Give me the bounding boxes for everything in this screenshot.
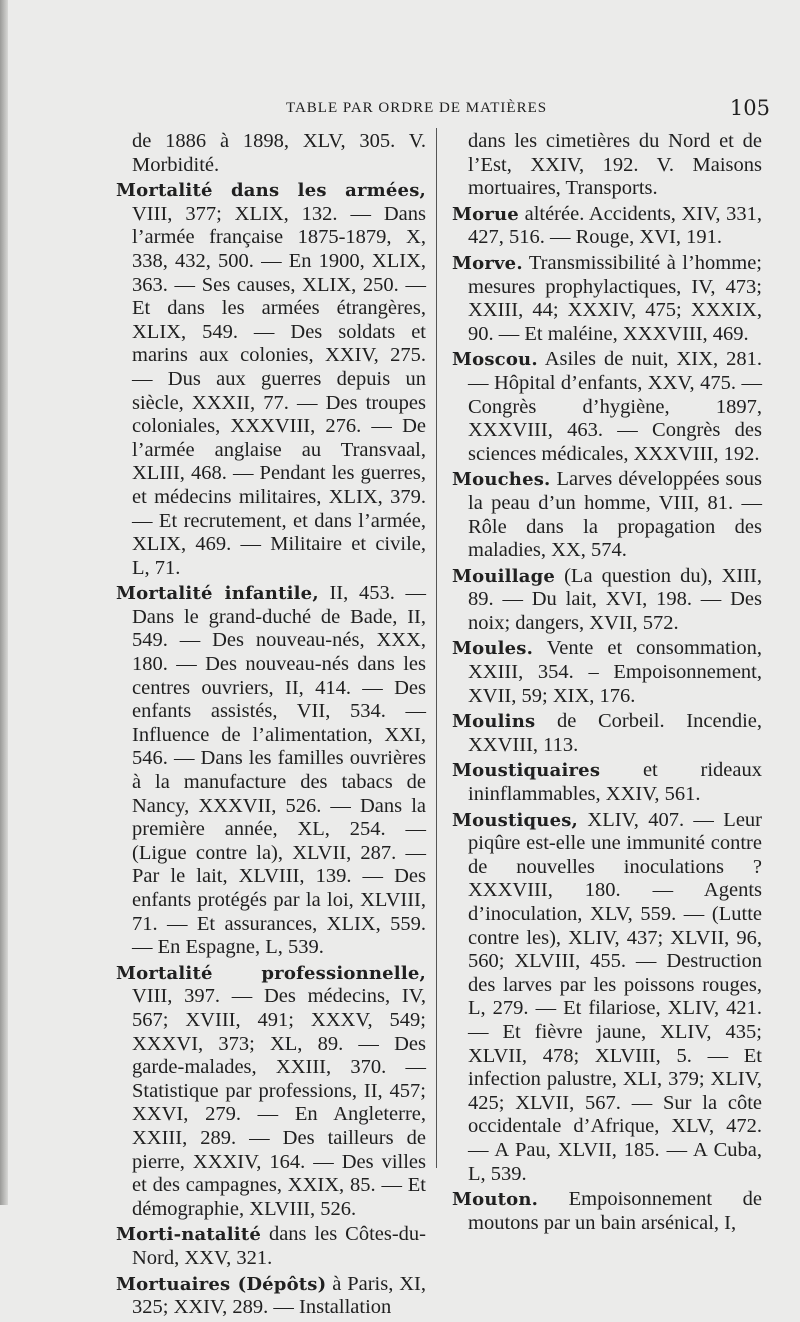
entry-text: de 1886 à 1898, XLV, 305. V. Morbidité. <box>132 130 426 176</box>
entry-headword: Morue <box>452 203 519 225</box>
entry-headword: Mortalité dans les armées, <box>116 180 426 202</box>
index-entry <box>116 130 426 177</box>
entry-headword: Moulins <box>452 711 536 733</box>
entry-text: Empoisonnement de moutons par un bain arsénical, I, <box>468 1188 762 1234</box>
entry-text: Asiles de nuit, XIX, 281. — Hôpital d’enfants, XXV, 475. — Congrès d’hygiène, 1897, XXXVIII, 463. — Congrès des sciences médicales, XXXVIII, 192. <box>468 348 762 465</box>
index-entry <box>116 962 426 1222</box>
page-edge <box>0 0 8 1205</box>
entry-headword: Moscou. <box>452 349 538 371</box>
index-entry <box>452 468 762 562</box>
index-entry <box>116 1273 426 1320</box>
entry-headword: Moules. <box>452 638 534 660</box>
index-entry <box>452 759 762 806</box>
index-entry <box>452 637 762 708</box>
index-entry <box>116 582 426 960</box>
left-column <box>116 130 426 1322</box>
index-entry <box>452 130 762 201</box>
index-entry <box>452 1188 762 1235</box>
entry-text: de Corbeil. Incendie, XXVIII, 113. <box>468 710 762 756</box>
entry-text: et rideaux ininflammables, XXIV, 561. <box>468 759 762 806</box>
index-entry <box>452 710 762 757</box>
entry-headword: Mortuaires (Dépôts) <box>116 1273 327 1295</box>
entry-text: à Paris, XI, 325; XXIV, 289. — Installation <box>132 1272 426 1319</box>
entry-headword: Mortalité professionnelle, <box>116 962 426 984</box>
entry-text: dans les cimetières du Nord et de l’Est, XXIV, 192. V. Maisons mortuaires, Transports. <box>468 130 762 200</box>
index-entry <box>452 203 762 250</box>
entry-headword: Morti-natalité <box>116 1224 262 1246</box>
entry-text: VIII, 377; XLIX, 132. — Dans l’armée française 1875-1879, X, 338, 432, 500. — En 1900, XLIX, 363. — Ses causes, XLIX, 250. — Et dans les armées étrangères, XLIX, 549. — Des soldats et marins aux colonies, XXIV, 275. — Dus aux guerres depuis un siècle, XXXII, 77. — Des troupes coloniales, XXXVIII, 276. — De l’armée anglaise au Transvaal, XLIII, 468. — Pendant les guerres, et médecins militaires, XLIX, 379. — Et recrutement, et dans l’armée, XLIX, 469. — Militaire et civile, L, 71. <box>132 202 426 579</box>
entry-headword: Mouton. <box>452 1189 539 1211</box>
entry-text: altérée. Accidents, XIV, 331, 427, 516. — Rouge, XVI, 191. <box>468 202 762 249</box>
entry-headword: Mortalité infantile, <box>116 583 319 605</box>
entry-headword: Morve. <box>452 252 523 274</box>
index-entry <box>452 252 762 346</box>
entry-text: dans les Côtes-du-Nord, XXV, 321. <box>132 1223 426 1269</box>
running-title: TABLE PAR ORDRE DE MATIÈRES <box>286 100 548 116</box>
index-entry <box>116 179 426 580</box>
entry-headword: Mouillage <box>452 565 556 587</box>
right-column <box>452 130 762 1237</box>
entry-text: VIII, 397. — Des médecins, IV, 567; XVIII, 491; XXXV, 549; XXXVI, 373; XL, 89. — Des garde-malades, XXIII, 370. — Statistique par professions, II, 457; XXVI, 279. — En Angleterre, XXIII, 289. — Des tailleurs de pierre, XXXIV, 164. — Des villes et des campagnes, XXIX, 85. — Et démographie, XLVIII, 526. <box>132 985 426 1220</box>
index-entry <box>452 565 762 636</box>
entry-headword: Mouches. <box>452 469 551 491</box>
entry-text: II, 453. — Dans le grand-duché de Bade, II, 549. — Des nouveau-nés, XXX, 180. — Des nouveau-nés dans les centres ouvriers, II, 414. — Des enfants assistés, VII, 534. — Influence de l’alimentation, XXI, 546. — Dans les familles ouvrières à la manufacture des tabacs de Nancy, XXXVII, 526. — Dans la première année, XL, 254. — (Ligue contre la), XLVII, 287. — Par le lait, XLVIII, 139. — Des enfants protégés par la loi, XLVIII, 71. — Et assurances, XLIX, 559. — En Espagne, L, 539. <box>132 582 427 959</box>
index-entry <box>116 1223 426 1270</box>
entry-text: Transmissibilité à l’homme; mesures prophylactiques, IV, 473; XXIII, 44; XXXIV, 475; XXXIX, 90. — Et maléine, XXXVIII, 469. <box>468 251 762 345</box>
entry-text: XLIV, 407. — Leur piqûre est-elle une immunité contre de nouvelles inoculations ? XXXVIII, 180. — Agents d’inoculation, XLV, 559. — (Lutte contre les), XLIV, 437; XLVII, 96, 560; XLVIII, 455. — Destruction des larves par les poissons rouges, L, 279. — Et filariose, XLIV, 421. — Et fièvre jaune, XLIV, 435; XLVII, 478; XLVIII, 5. — Et infection palustre, XLI, 379; XLIV, 425; XLVII, 567. — Sur la côte occidentale d’Afrique, XLV, 472. — A Pau, XLVII, 185. — A Cuba, L, 539. <box>468 808 762 1185</box>
page-number: 105 <box>729 96 770 120</box>
entry-text: Vente et consommation, XXIII, 354. – Empoisonnement, XVII, 59; XIX, 176. <box>468 637 762 707</box>
page-header <box>110 96 770 126</box>
entry-headword: Moustiques, <box>452 809 579 831</box>
index-entry <box>452 348 762 466</box>
entry-headword: Moustiquaires <box>452 760 601 782</box>
column-divider <box>436 128 437 1168</box>
entry-text: Larves développées sous la peau d’un homme, VIII, 81. — Rôle dans la propagation des maladies, XX, 574. <box>468 468 762 562</box>
entry-text: (La question du), XIII, 89. — Du lait, XVI, 198. — Des noix; dangers, XVII, 572. <box>468 564 762 634</box>
index-entry <box>452 809 762 1187</box>
